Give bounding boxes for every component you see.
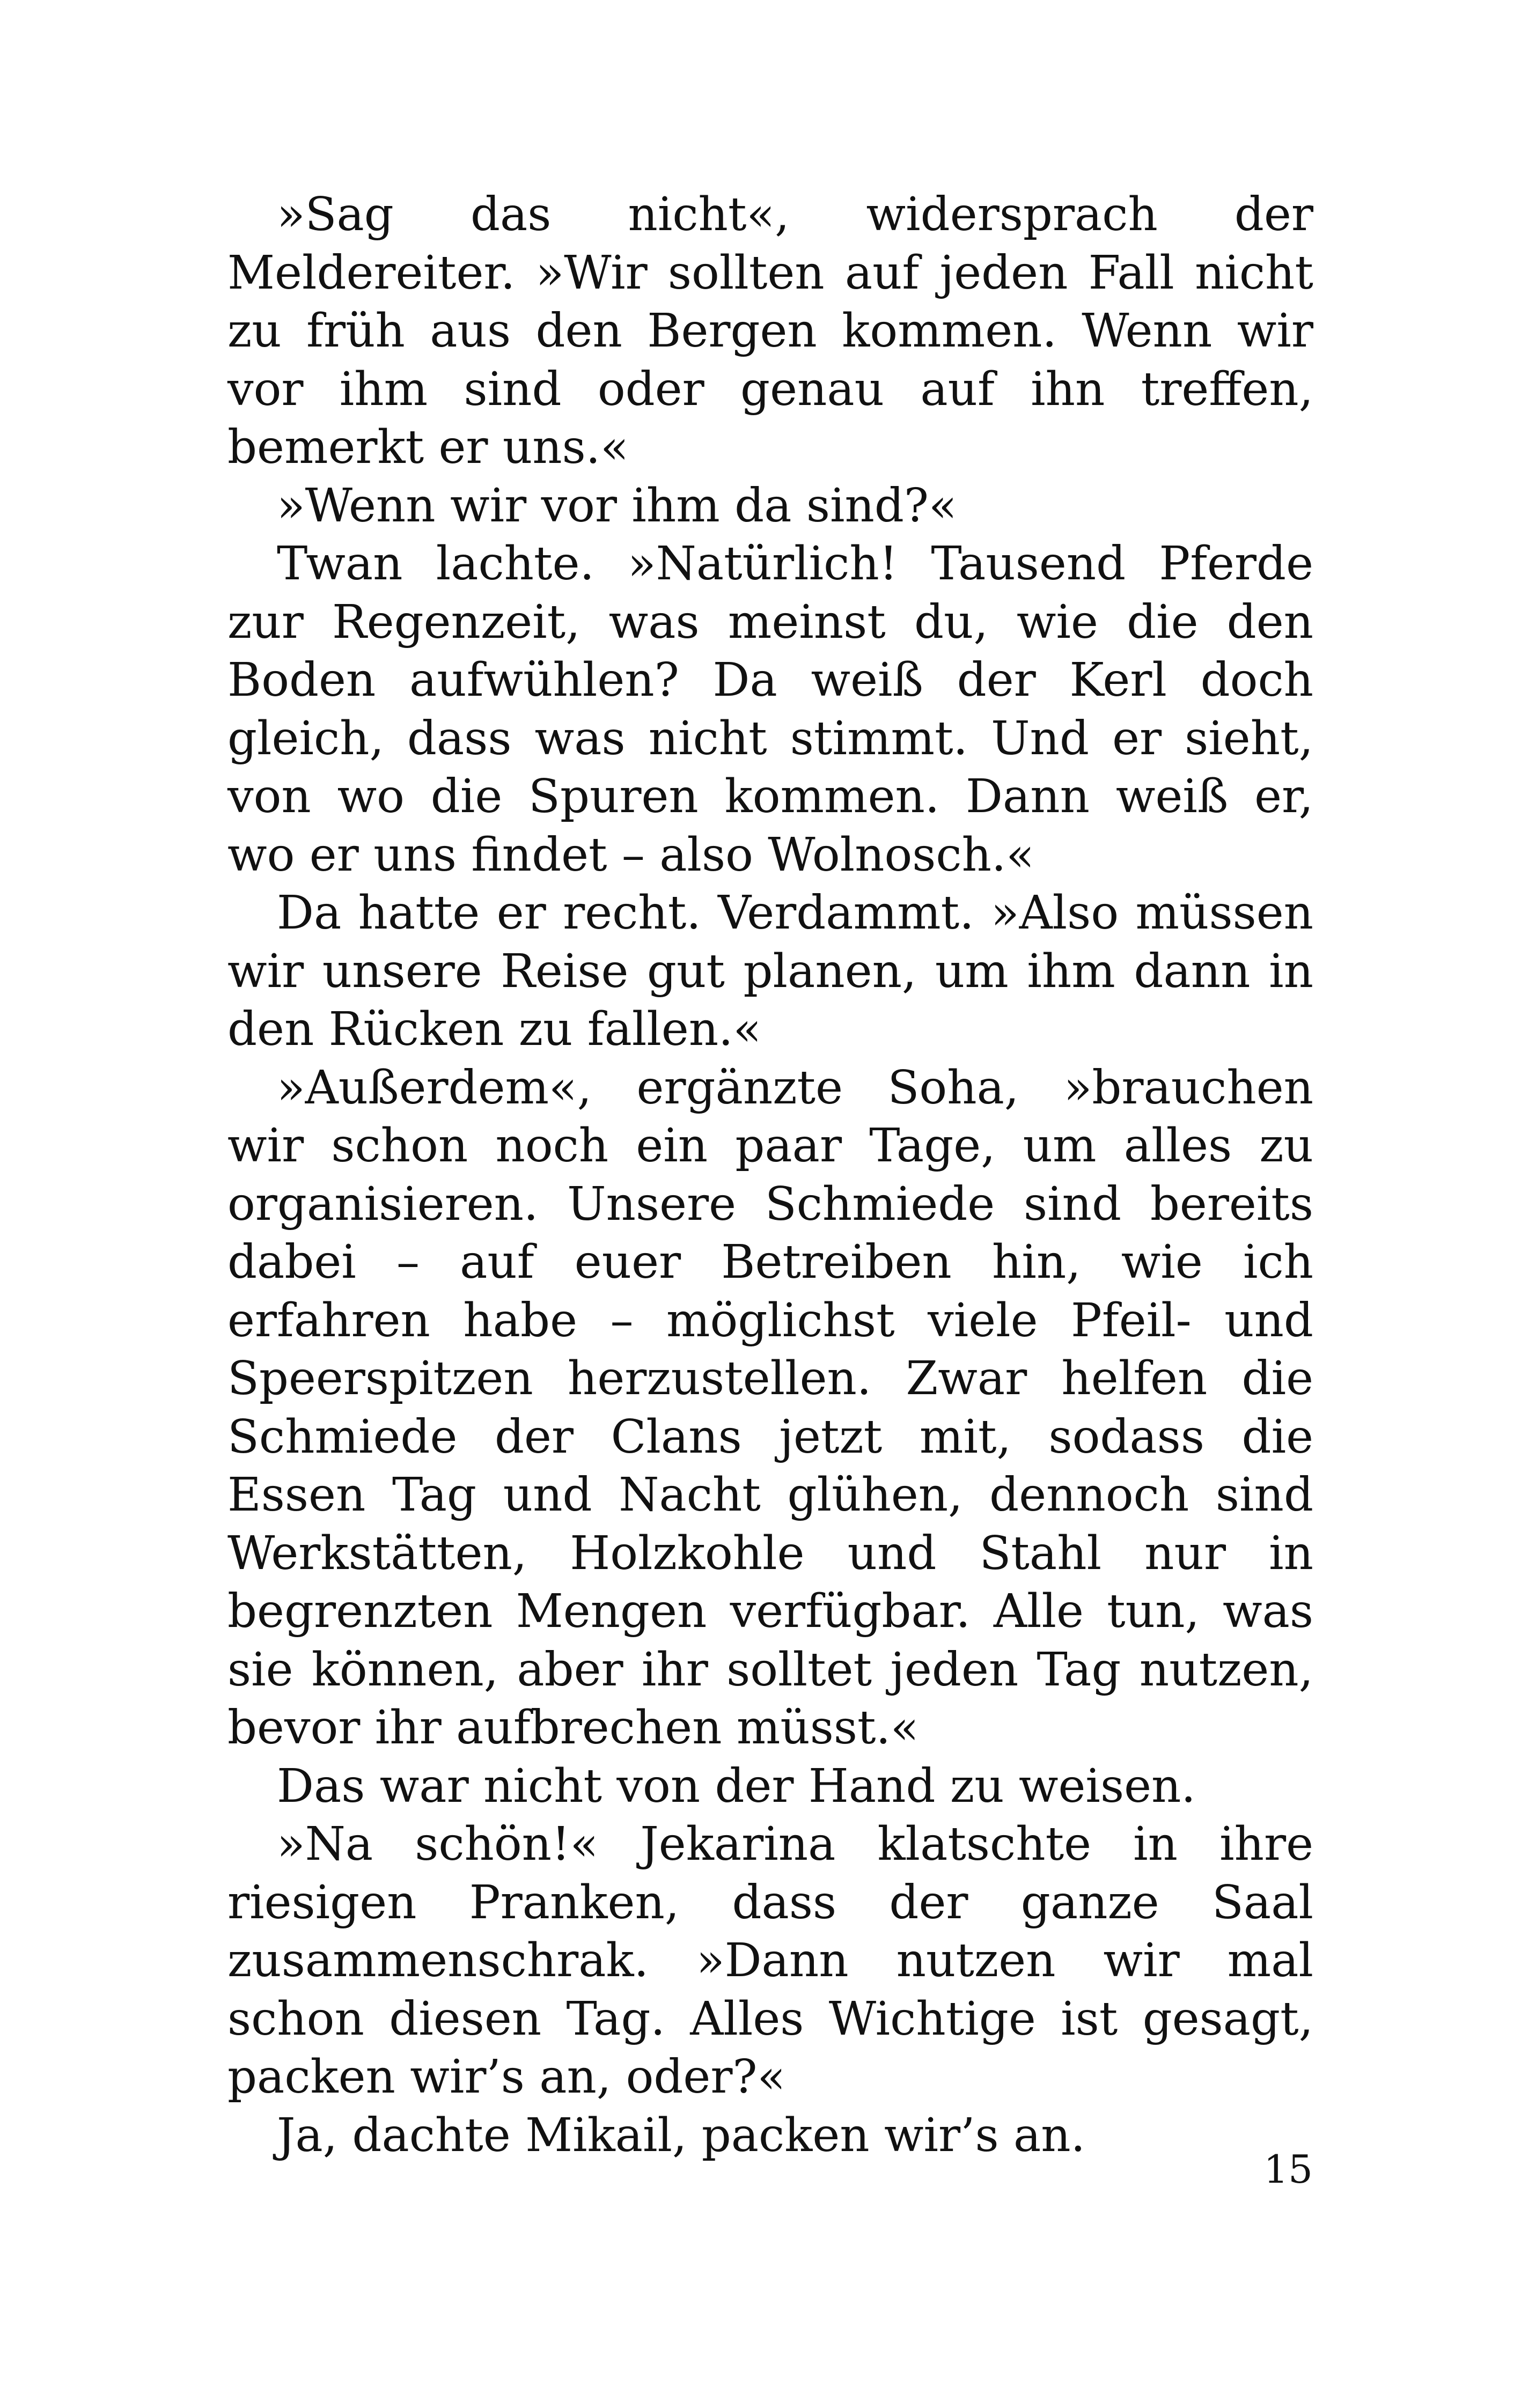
paragraph: Da hatte er recht. Verdammt. »Also müssen wir unsere Reise gut planen, um ihm dann in den Rücken zu fallen.« [227, 886, 1313, 1056]
paragraph: Das war nicht von der Hand zu weisen. [277, 1759, 1196, 1813]
page-number: 15 [1263, 2147, 1313, 2192]
paragraph: »Außerdem«, ergänzte Soha, »brauchen wir schon noch ein paar Tage, um alles zu organisieren. Unsere Schmiede sind bereits dabei – auf euer Betreiben hin, wie ich erfahren habe – möglichst viele Pfeil- und Speerspitzen herzustellen. Zwar helfen die Schmiede der Clans jetzt mit, sodass die Essen Tag und Nacht glühen, dennoch sind Werkstätten, Holzkohle und Stahl nur in begrenzten Mengen verfügbar. Alle tun, was sie können, aber ihr solltet jeden Tag nutzen, bevor ihr aufbrechen müsst.« [227, 1061, 1313, 1755]
paragraph: »Wenn wir vor ihm da sind?« [277, 478, 957, 533]
paragraph: Twan lachte. »Natürlich! Tausend Pferde zur Regenzeit, was meinst du, wie die den Boden aufwühlen? Da weiß der Kerl doch gleich, dass was nicht stimmt. Und er sieht, von wo die Spuren kommen. Dann weiß er, wo er uns findet – also Wolnosch.« [227, 537, 1313, 882]
body-text [227, 186, 1313, 2164]
paragraph: Ja, dachte Mikail, packen wir’s an. [277, 2108, 1085, 2162]
paragraph: »Na schön!« Jekarina klatschte in ihre riesigen Pranken, dass der ganze Saal zusammenschrak. »Dann nutzen wir mal schon diesen Tag. Alles Wichtige ist gesagt, packen wir’s an, oder?« [227, 1817, 1313, 2104]
paragraph: »Sag das nicht«, widersprach der Meldereiter. »Wir sollten auf jeden Fall nicht zu früh aus den Bergen kommen. Wenn wir vor ihm sind oder genau auf ihn treffen, bemerkt er uns.« [227, 188, 1313, 474]
